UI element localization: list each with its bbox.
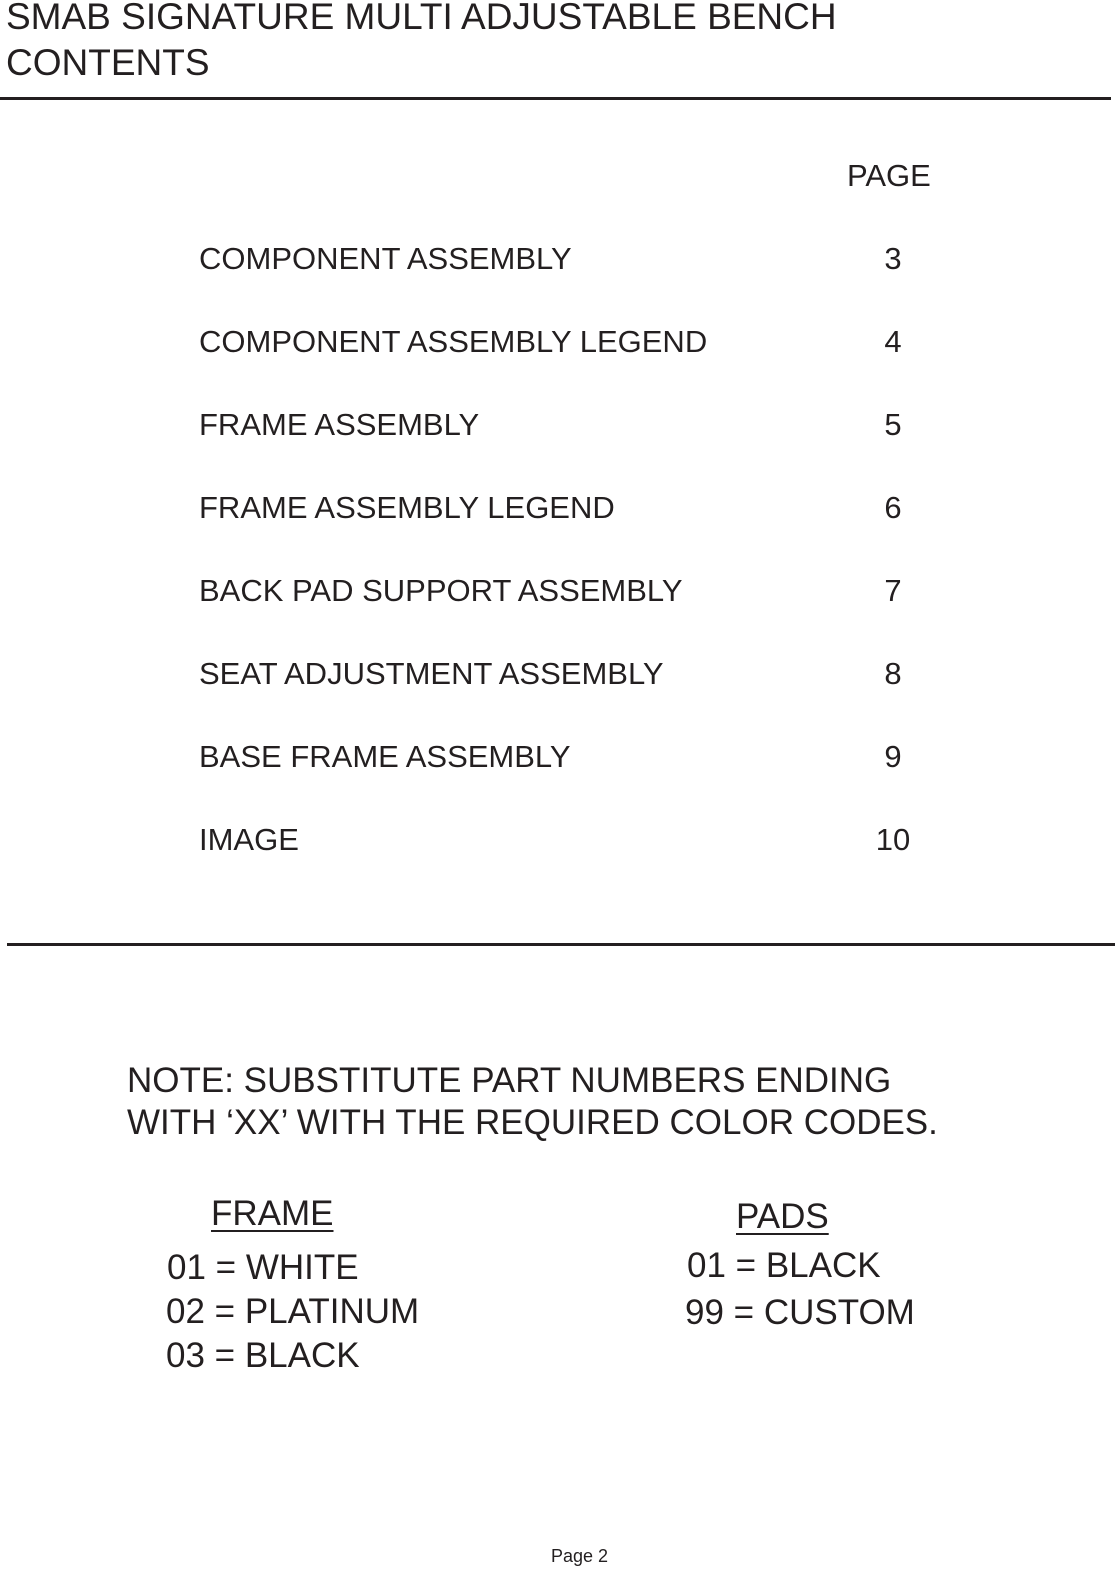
toc-item-label: COMPONENT ASSEMBLY LEGEND [199,324,708,359]
toc-item-label: COMPONENT ASSEMBLY [199,241,572,276]
section-title: CONTENTS [6,42,210,83]
pads-codes-heading: PADS [736,1197,829,1236]
toc-item-label: SEAT ADJUSTMENT ASSEMBLY [199,656,664,691]
frame-codes-heading: FRAME [211,1194,334,1233]
toc-item-label: FRAME ASSEMBLY LEGEND [199,490,615,525]
toc-item-page: 7 [884,573,902,608]
toc-row [0,654,1119,694]
toc-item-page: 9 [884,739,902,774]
toc-item-label: IMAGE [199,822,299,857]
frame-code: 02 = PLATINUM [166,1292,420,1331]
frame-code: 03 = BLACK [166,1336,360,1375]
toc-item-page: 3 [884,241,902,276]
document-title: SMAB SIGNATURE MULTI ADJUSTABLE BENCH [6,0,837,37]
toc-row [0,322,1119,362]
toc-divider [7,943,1115,946]
toc-item-label: BASE FRAME ASSEMBLY [199,739,571,774]
toc-row [0,737,1119,777]
frame-code: 01 = WHITE [167,1248,359,1287]
toc-item-label: BACK PAD SUPPORT ASSEMBLY [199,573,683,608]
note-line-2: WITH ‘XX’ WITH THE REQUIRED COLOR CODES. [127,1103,938,1142]
toc-item-label: FRAME ASSEMBLY [199,407,480,442]
toc-row [0,239,1119,279]
toc-item-page: 10 [875,822,911,857]
toc-page-column-header: PAGE [847,158,931,193]
header-divider [0,97,1111,100]
toc-item-page: 4 [884,324,902,359]
toc-row [0,571,1119,611]
page-number: Page 2 [550,1546,609,1566]
toc-row [0,405,1119,445]
toc-item-page: 6 [884,490,902,525]
toc-item-page: 5 [884,407,902,442]
toc-item-page: 8 [884,656,902,691]
toc-row [0,820,1119,860]
note-line-1: NOTE: SUBSTITUTE PART NUMBERS ENDING [127,1061,892,1100]
toc-row [0,488,1119,528]
pads-code: 99 = CUSTOM [685,1293,915,1332]
pads-code: 01 = BLACK [687,1246,881,1285]
